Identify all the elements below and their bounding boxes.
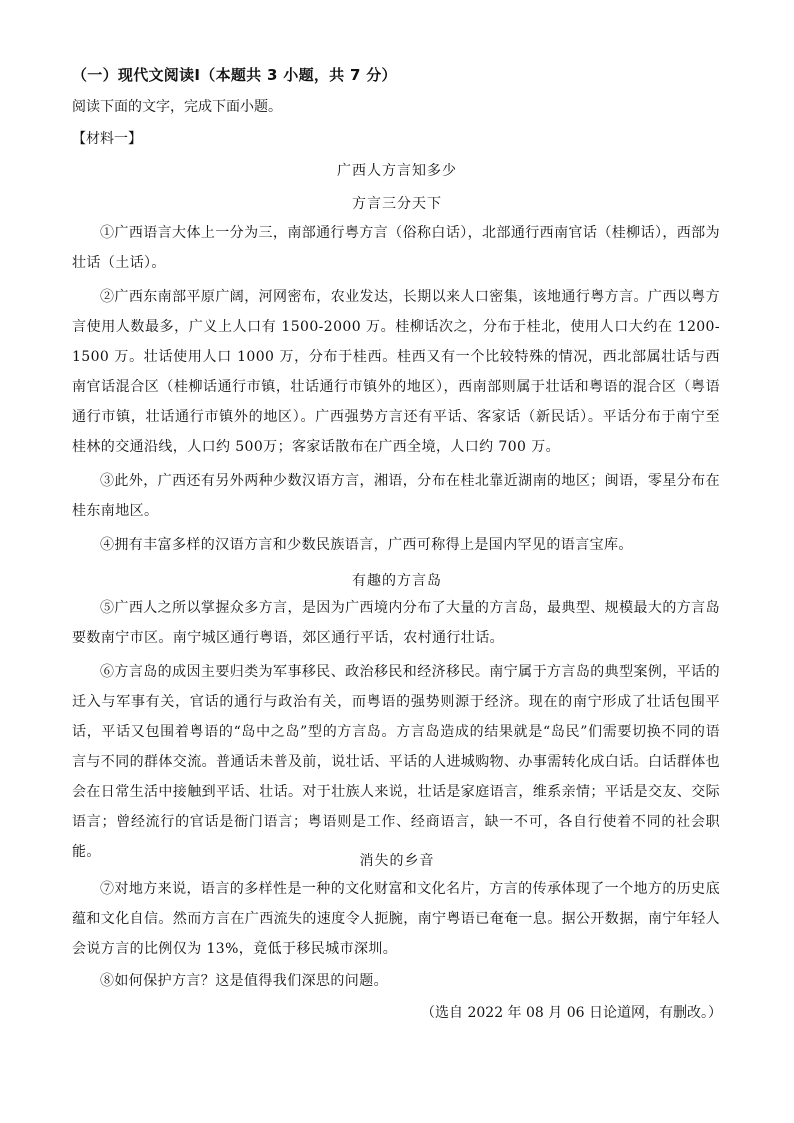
section-title: （一）现代文阅读Ⅰ（本题共 3 小题，共 7 分） bbox=[72, 66, 397, 84]
material-label: 【材料一】 bbox=[72, 131, 142, 147]
source-note: （选自 2022 年 08 月 06 日论道网，有删改。） bbox=[421, 1005, 722, 1021]
paragraph-1: ①广西语言大体上一分为三，南部通行粤方言（俗称白话），北部通行西南官话（桂柳话），西部为壮话（土话）。 bbox=[72, 225, 720, 271]
paragraph-6: ⑥方言岛的成因主要归类为军事移民、政治移民和经济移民。南宁属于方言岛的典型案例，平话的迁入与军事有关，官话的通行与政治有关，而粤语的强势则源于经济。现在的南宁形成了壮话包围平话，平话又包围着粤语的“岛中之岛”型的方言岛。方言岛造成的结果就是“岛民”们需要切换不同的语言与不同的群体交流。普通话未普及前，说壮话、平话的人进城购物、办事需转化成白话。白话群体也会在日常生活中接触到平话、壮话。对于壮族人来说，壮话是家庭语言，维系亲情；平话是交友、交际语言；曾经流行的官话是衙门语言；粤语则是工作、经商语言，缺一不可，各自行使着不同的社会职能。 bbox=[72, 664, 720, 860]
paragraph-2: ②广西东南部平原广阔，河网密布，农业发达，长期以来人口密集，该地通行粤方言。广西以粤方言使用人数最多，广义上人口有 1500-2000 万。桂柳话次之，分布于桂北，使用人口大约在 1200-1500 万。壮话使用人口 1000 万，分布于桂西。桂西又有一个比较特殊的情况，西北部属壮话与西南官话混合区（桂柳话通行市镇，壮话通行市镇外的地区），西南部则属于壮话和粤语的混合区（粤语通行市镇，壮话通行市镇外的地区）。广西强势方言还有平话、客家话（新民话）。平话分布于南宁至桂林的交通沿线，人口约 500万；客家话散布在广西全境，人口约 700 万。 bbox=[72, 289, 720, 455]
subheading-3: 消失的乡音 bbox=[359, 853, 435, 869]
paragraph-4: ④拥有丰富多样的汉语方言和少数民族语言，广西可称得上是国内罕见的语言宝库。 bbox=[100, 537, 633, 553]
reading-instruction: 阅读下面的文字，完成下面小题。 bbox=[72, 99, 282, 115]
subheading-2: 有趣的方言岛 bbox=[352, 573, 442, 589]
subheading-1: 方言三分天下 bbox=[352, 196, 442, 212]
paragraph-3: ③此外，广西还有另外两种少数汉语方言，湘语，分布在桂北靠近湖南的地区；闽语，零星分布在桂东南地区。 bbox=[72, 473, 720, 519]
paragraph-7: ⑦对地方来说，语言的多样性是一种的文化财富和文化名片，方言的传承体现了一个地方的历史底蕴和文化自信。然而方言在广西流失的速度令人扼腕，南宁粤语已奄奄一息。据公开数据，南宁年轻人会说方言的比例仅为 13%，竟低于移民城市深圳。 bbox=[72, 881, 720, 957]
paragraph-5: ⑤广西人之所以掌握众多方言，是因为广西境内分布了大量的方言岛，最典型、规模最大的方言岛要数南宁市区。南宁城区通行粤语，郊区通行平话，农村通行壮话。 bbox=[72, 600, 720, 646]
paragraph-8: ⑧如何保护方言？这是值得我们深思的问题。 bbox=[100, 973, 388, 989]
article-title: 广西人方言知多少 bbox=[337, 163, 457, 179]
